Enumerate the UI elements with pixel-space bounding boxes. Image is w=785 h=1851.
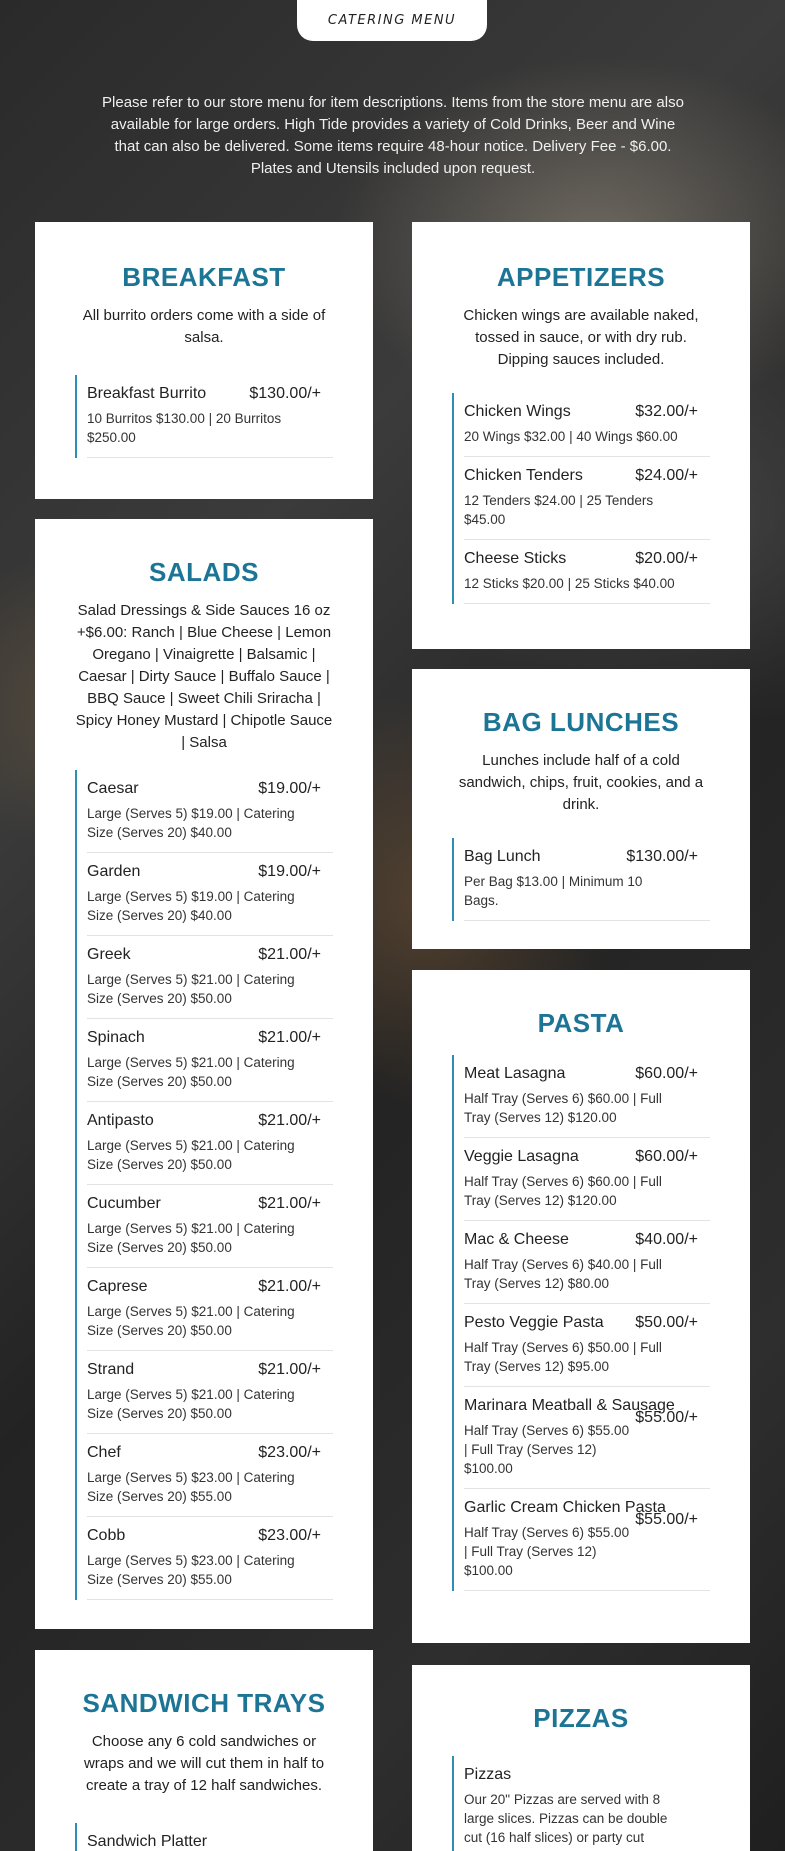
item-detail: Large (Serves 5) $21.00 | Catering Size (Serves 20) $50.00 [87,1138,295,1172]
section-title: SANDWICH TRAYS [82,1688,326,1718]
item-name: Greek [87,946,131,963]
pasta-card [412,970,750,1643]
item-price: $21.00/+ [258,1361,321,1378]
menu-item[interactable] [464,1756,710,1851]
menu-item[interactable] [87,1351,333,1434]
item-list [75,1823,333,1851]
menu-item[interactable] [464,1304,710,1387]
item-price: $19.00/+ [258,863,321,880]
item-detail: Our 20" Pizzas are served with 8 large slices. Pizzas can be double cut (16 half slices) or party cut [464,1792,668,1845]
menu-item[interactable] [464,457,710,540]
item-name: Sandwich Platter [87,1833,208,1850]
item-detail: Half Tray (Serves 6) $55.00 | Full Tray (Serves 12) $100.00 [464,1525,630,1578]
item-detail: Half Tray (Serves 6) $55.00 | Full Tray (Serves 12) $100.00 [464,1423,630,1476]
item-price: $20.00/+ [635,550,698,567]
section-title: BREAKFAST [122,262,286,292]
item-detail: Large (Serves 5) $23.00 | Catering Size (Serves 20) $55.00 [87,1470,295,1504]
catering-menu-button[interactable]: CATERING MENU [297,0,487,41]
section-title: PIZZAS [533,1703,629,1733]
item-list [452,838,710,921]
menu-item[interactable] [87,1517,333,1600]
menu-item[interactable] [87,936,333,1019]
item-price: $23.00/+ [258,1444,321,1461]
item-detail: 12 Sticks $20.00 | 25 Sticks $40.00 [464,576,675,591]
item-name: Caprese [87,1278,148,1295]
item-detail: Large (Serves 5) $21.00 | Catering Size (Serves 20) $50.00 [87,1387,295,1421]
item-name: Mac & Cheese [464,1231,569,1248]
item-price: $55.00/+ [635,1511,698,1528]
item-list [452,1055,710,1591]
item-detail: 12 Tenders $24.00 | 25 Tenders $45.00 [464,493,654,527]
item-detail: Large (Serves 5) $19.00 | Catering Size (Serves 20) $40.00 [87,889,295,923]
item-name: Pesto Veggie Pasta [464,1314,604,1331]
item-detail: Half Tray (Serves 6) $40.00 | Full Tray (Serves 12) $80.00 [464,1257,662,1291]
item-detail: Half Tray (Serves 6) $50.00 | Full Tray (Serves 12) $95.00 [464,1340,662,1374]
item-price: $60.00/+ [635,1148,698,1165]
item-price: $21.00/+ [258,1278,321,1295]
menu-item[interactable] [87,1102,333,1185]
appetizers-card [412,222,750,649]
item-detail: Large (Serves 5) $21.00 | Catering Size (Serves 20) $50.00 [87,1055,295,1089]
menu-item[interactable] [87,375,333,458]
item-detail: Half Tray (Serves 6) $60.00 | Full Tray (Serves 12) $120.00 [464,1091,662,1125]
item-detail: Large (Serves 5) $21.00 | Catering Size (Serves 20) $50.00 [87,1221,295,1255]
item-price: $24.00/+ [635,467,698,484]
item-price: $21.00/+ [258,1112,321,1129]
menu-item[interactable] [87,1268,333,1351]
item-name: Cucumber [87,1195,161,1212]
menu-item[interactable] [464,1055,710,1138]
menu-item[interactable] [464,1387,710,1489]
menu-item[interactable] [87,770,333,853]
section-description: Lunches include half of a cold sandwich, chips, fruit, cookies, and a drink. [458,752,704,813]
item-list [75,375,333,458]
section-description: Choose any 6 cold sandwiches or wraps and we will cut them in half to create a tray of 12 half sandwiches. [83,1733,325,1794]
salads-card [35,519,373,1629]
item-name: Strand [87,1361,135,1378]
item-price: $23.00/+ [258,1527,321,1544]
item-name: Garden [87,863,141,880]
menu-item[interactable] [464,1221,710,1304]
section-description: Salad Dressings & Side Sauces 16 oz +$6.00: Ranch | Blue Cheese | Lemon Oregano | Vinaigrette | Balsamic | Caesar | Dirty Sauce | Buffalo Sauce | BBQ Sauce | Sweet Chili Sriracha | Spicy Honey Mustard | Chipotle Sauce | Salsa [75,602,333,751]
section-title: APPETIZERS [496,262,666,292]
bag-lunches-card [412,669,750,949]
item-name: Spinach [87,1029,145,1046]
item-list [75,770,333,1600]
item-detail: Large (Serves 5) $23.00 | Catering Size (Serves 20) $55.00 [87,1553,295,1587]
item-detail: Half Tray (Serves 6) $60.00 | Full Tray (Serves 12) $120.00 [464,1174,662,1208]
intro-text: Please refer to our store menu for item descriptions. Items from the store menu are also available for large orders. High Tide provides a variety of Cold Drinks, Beer and Wine that can also be delivered. Some items require 48-hour notice. Delivery Fee - $6.00. Plates and Utensils included upon request. [102,94,684,177]
item-name: Garlic Cream Chicken Pasta [464,1499,666,1516]
menu-item[interactable] [87,1185,333,1268]
item-price: $40.00/+ [635,1231,698,1248]
item-price: $55.00/+ [635,1409,698,1426]
item-price: $21.00/+ [258,1195,321,1212]
item-detail: 10 Burritos $130.00 | 20 Burritos $250.00 [87,411,282,445]
item-name: Cheese Sticks [464,550,567,567]
item-name: Veggie Lasagna [464,1148,579,1165]
menu-item[interactable] [87,1434,333,1517]
menu-item[interactable] [464,393,710,457]
item-name: Pizzas [464,1766,512,1783]
item-price: $130.00/+ [626,848,698,865]
sandwich-trays-card [35,1650,373,1851]
item-name: Meat Lasagna [464,1065,566,1082]
menu-item[interactable] [464,1138,710,1221]
item-list [452,1756,710,1851]
item-name: Cobb [87,1527,126,1544]
item-price: $21.00/+ [258,946,321,963]
item-name: Marinara Meatball & Sausage [464,1397,675,1414]
pizzas-card [412,1665,750,1851]
item-name: Chef [87,1444,121,1461]
item-price: $21.00/+ [258,1029,321,1046]
section-description: Chicken wings are available naked, tossed in sauce, or with dry rub. Dipping sauces included. [463,307,699,368]
section-description: All burrito orders come with a side of salsa. [82,307,326,346]
item-price: $50.00/+ [635,1314,698,1331]
menu-item[interactable] [87,1823,333,1851]
item-list [452,393,710,604]
item-detail: 20 Wings $32.00 | 40 Wings $60.00 [464,429,678,444]
item-detail: Large (Serves 5) $21.00 | Catering Size (Serves 20) $50.00 [87,1304,295,1338]
item-price: $32.00/+ [635,403,698,420]
menu-item[interactable] [87,1019,333,1102]
item-name: Antipasto [87,1112,154,1129]
menu-item[interactable] [464,1489,710,1591]
item-name: Chicken Tenders [464,467,583,484]
section-title: SALADS [149,557,259,587]
section-title: BAG LUNCHES [482,707,680,737]
item-name: Bag Lunch [464,848,541,865]
item-name: Breakfast Burrito [87,385,207,402]
item-name: Chicken Wings [464,403,571,420]
breakfast-card [35,222,373,499]
item-detail: Large (Serves 5) $21.00 | Catering Size (Serves 20) $50.00 [87,972,295,1006]
item-price: $19.00/+ [258,780,321,797]
menu-item[interactable] [87,853,333,936]
item-detail: Per Bag $13.00 | Minimum 10 Bags. [464,874,643,908]
item-price: $130.00/+ [249,385,321,402]
section-title: PASTA [537,1008,625,1038]
item-name: Caesar [87,780,139,797]
item-detail: Large (Serves 5) $19.00 | Catering Size (Serves 20) $40.00 [87,806,295,840]
menu-item[interactable] [464,540,710,604]
menu-item[interactable] [464,838,710,921]
item-price: $60.00/+ [635,1065,698,1082]
